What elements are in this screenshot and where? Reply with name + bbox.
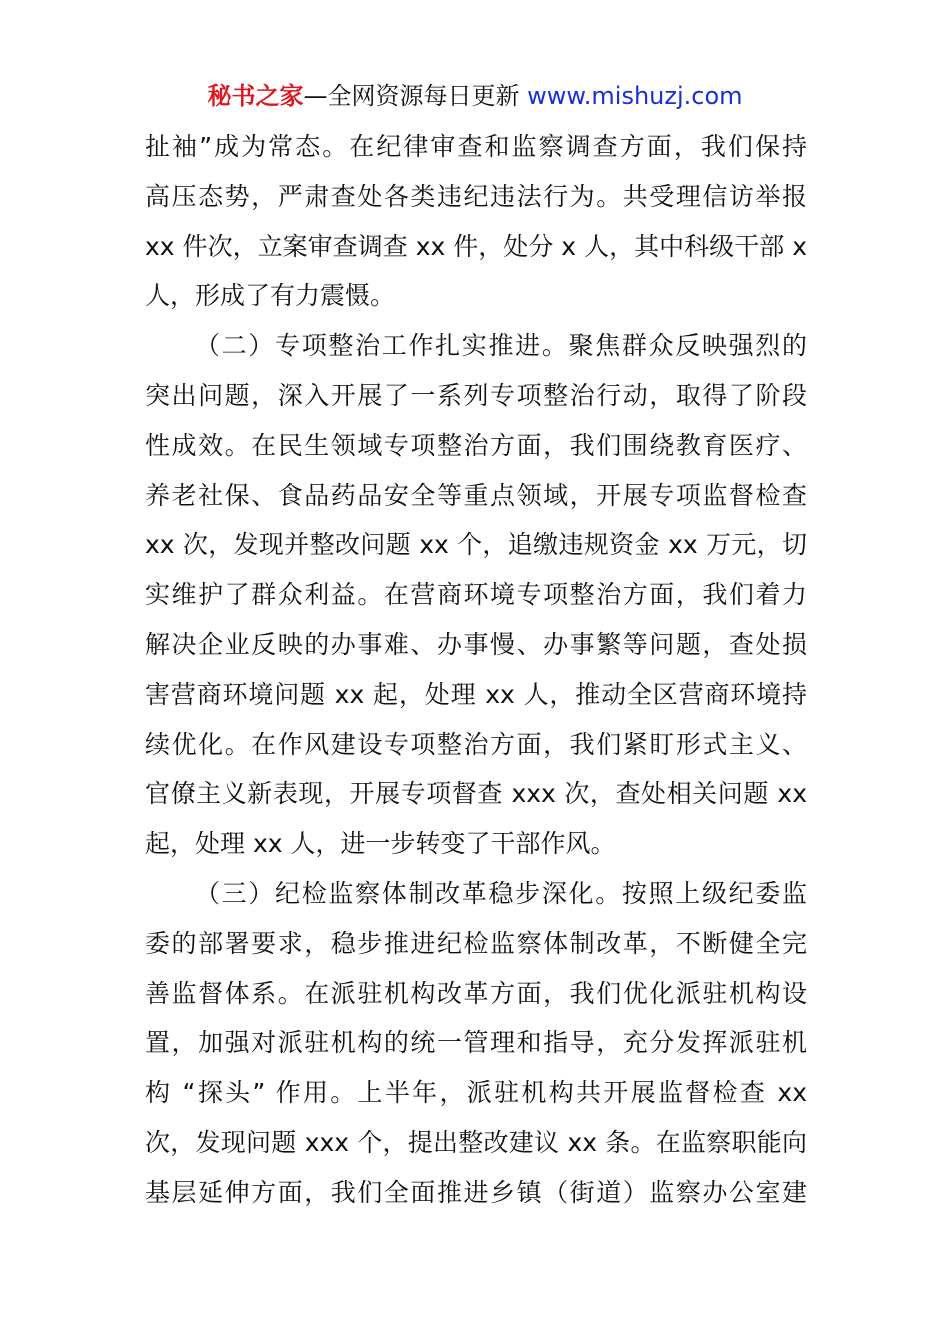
text-line: 委的部署要求，稳步推进纪检监察体制改革，不断健全完 [145,928,807,958]
document-body [145,122,807,1218]
text-line: 起，处理 xx 人，进一步转变了干部作风。 [145,829,616,859]
text-line: 高压态势，严肃查处各类违纪违法行为。共受理信访举报 [145,181,807,211]
site-brand: 秘书之家 [207,82,304,110]
text-line: 官僚主义新表现，开展专项督查 xxx 次，查处相关问题 xx [145,779,807,809]
section-heading-line: （二）专项整治工作扎实推进。聚焦群众反映强烈的 [195,331,807,361]
text-line: 性成效。在民生领域专项整治方面，我们围绕教育医疗、 [145,430,807,460]
text-line: xx 次，发现并整改问题 xx 个，追缴违规资金 xx 万元，切 [145,530,807,560]
text-line: 实维护了群众利益。在营商环境专项整治方面，我们着力 [145,580,807,610]
section-heading-line: （三）纪检监察体制改革稳步深化。按照上级纪委监 [195,878,807,908]
text-line: 害营商环境问题 xx 起，处理 xx 人，推动全区营商环境持 [145,679,807,709]
site-header [0,80,950,112]
text-line: 突出问题，深入开展了一系列专项整治行动，取得了阶段 [145,380,807,410]
text-line: 续优化。在作风建设专项整治方面，我们紧盯形式主义、 [145,729,807,759]
text-line: 养老社保、食品药品安全等重点领域，开展专项监督检查 [145,480,807,510]
site-slogan: —全网资源每日更新 [303,82,528,110]
text-line: 构 “探头” 作用。上半年，派驻机构共开展监督检查 xx [145,1078,807,1108]
text-line: 置，加强对派驻机构的统一管理和指导，充分发挥派驻机 [145,1028,807,1058]
text-line: 人，形成了有力震慑。 [145,281,396,311]
text-line: 扯袖”成为常态。在纪律审查和监察调查方面，我们保持 [145,132,807,161]
text-line: 基层延伸方面，我们全面推进乡镇（街道）监察办公室建 [145,1177,807,1207]
text-line: 次，发现问题 xxx 个，提出整改建议 xx 条。在监察职能向 [145,1127,807,1157]
text-line: 善监督体系。在派驻机构改革方面，我们优化派驻机构设 [145,978,807,1008]
text-line: xx 件次，立案审查调查 xx 件，处分 x 人，其中科级干部 x [145,231,807,261]
text-line: 解决企业反映的办事难、办事慢、办事繁等问题，查处损 [145,629,807,659]
site-url-link[interactable]: www.mishuzj.com [527,82,743,110]
